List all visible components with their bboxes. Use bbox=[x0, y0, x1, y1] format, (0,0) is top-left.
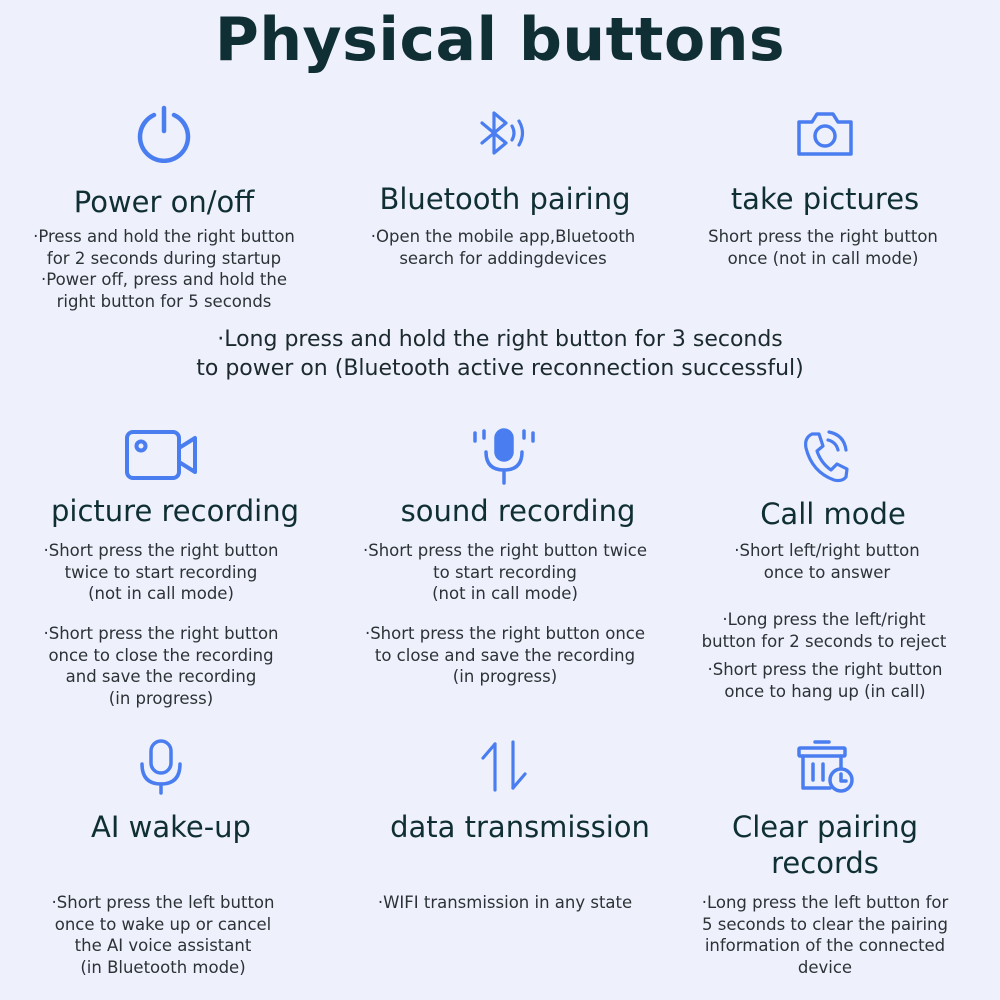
ai-heading: AI wake-up bbox=[91, 810, 251, 844]
heading-line: Clear pairing bbox=[731, 810, 919, 844]
pictures-description bbox=[673, 226, 973, 269]
desc-line: ·Power off, press and hold the bbox=[40, 270, 288, 289]
microphone-icon bbox=[138, 738, 184, 796]
desc-line: once to answer bbox=[763, 562, 891, 582]
bluetooth-icon bbox=[478, 107, 532, 161]
desc-line: Short press the right button bbox=[708, 227, 938, 246]
call-description-reject bbox=[674, 609, 974, 652]
desc-line: once to wake up or cancel bbox=[54, 914, 272, 934]
desc-line: ·Long press the left button for bbox=[701, 893, 949, 912]
call-heading: Call mode bbox=[760, 497, 906, 531]
note-line: to power on (Bluetooth active reconnection successful) bbox=[196, 356, 804, 381]
bluetooth-description bbox=[353, 226, 653, 269]
power-heading: Power on/off bbox=[73, 185, 255, 219]
desc-line: once (not in call mode) bbox=[727, 248, 919, 268]
desc-line: (in progress) bbox=[452, 667, 558, 686]
page-title: Physical buttons bbox=[214, 5, 786, 75]
video-description-stop bbox=[11, 623, 311, 709]
clear-records-icon bbox=[796, 738, 856, 798]
desc-line: (in Bluetooth mode) bbox=[80, 957, 246, 977]
desc-line: (in progress) bbox=[108, 688, 214, 708]
desc-line: twice to start recording bbox=[64, 562, 258, 582]
desc-line: right button for 5 seconds bbox=[56, 291, 272, 311]
reconnect-note bbox=[0, 325, 1000, 383]
desc-line: and save the recording bbox=[65, 667, 257, 686]
desc-line: ·Short press the right button once bbox=[364, 624, 646, 643]
clear-heading bbox=[675, 809, 975, 881]
desc-line: button for 2 seconds to reject bbox=[701, 631, 947, 651]
pictures-heading: take pictures bbox=[730, 182, 920, 216]
call-description-hangup bbox=[675, 659, 975, 702]
video-heading: picture recording bbox=[51, 494, 299, 528]
desc-line: ·Short press the right button bbox=[43, 541, 279, 560]
desc-line: 5 seconds to clear the pairing bbox=[702, 914, 948, 934]
power-description bbox=[14, 226, 314, 312]
desc-line: the AI voice assistant bbox=[74, 936, 252, 955]
desc-line: search for addingdevices bbox=[399, 248, 607, 268]
desc-line: once to hang up (in call) bbox=[724, 681, 926, 701]
desc-line: to start recording bbox=[433, 562, 577, 582]
phone-icon bbox=[802, 430, 850, 484]
microphone-sound-icon bbox=[472, 428, 536, 486]
video-camera-icon bbox=[124, 428, 200, 484]
clear-description bbox=[675, 892, 975, 978]
desc-line: device bbox=[797, 957, 853, 977]
desc-line: ·Short press the left button bbox=[51, 893, 275, 912]
desc-line: once to close the recording bbox=[48, 645, 274, 665]
desc-line: ·WIFI transmission in any state bbox=[377, 893, 633, 912]
desc-line: (not in call mode) bbox=[432, 584, 578, 603]
desc-line: ·Open the mobile app,Bluetooth bbox=[370, 227, 636, 246]
bluetooth-heading: Bluetooth pairing bbox=[379, 182, 631, 216]
desc-line: ·Press and hold the right button bbox=[33, 227, 295, 246]
call-description-answer bbox=[677, 540, 977, 583]
sound-description-stop bbox=[345, 623, 665, 688]
sound-heading: sound recording bbox=[400, 494, 636, 528]
desc-line: (not in call mode) bbox=[88, 584, 234, 603]
desc-line: ·Long press the left/right bbox=[722, 610, 926, 629]
video-description-start bbox=[11, 540, 311, 605]
data-description bbox=[355, 892, 655, 914]
camera-icon bbox=[795, 110, 855, 158]
desc-line: for 2 seconds during startup bbox=[46, 248, 282, 268]
transfer-arrows-icon bbox=[480, 740, 528, 792]
power-icon bbox=[135, 105, 193, 163]
sound-description-start bbox=[345, 540, 665, 605]
desc-line: to close and save the recording bbox=[374, 645, 636, 665]
heading-line: records bbox=[771, 846, 879, 880]
desc-line: ·Short press the right button twice bbox=[362, 541, 648, 560]
desc-line: ·Short press the right button bbox=[707, 660, 943, 679]
desc-line: ·Short left/right button bbox=[734, 541, 920, 560]
desc-line: information of the connected bbox=[704, 936, 946, 955]
desc-line: ·Short press the right button bbox=[43, 624, 279, 643]
data-heading: data transmission bbox=[390, 810, 650, 844]
ai-description bbox=[13, 892, 313, 978]
note-line: ·Long press and hold the right button for 3 seconds bbox=[217, 327, 783, 352]
